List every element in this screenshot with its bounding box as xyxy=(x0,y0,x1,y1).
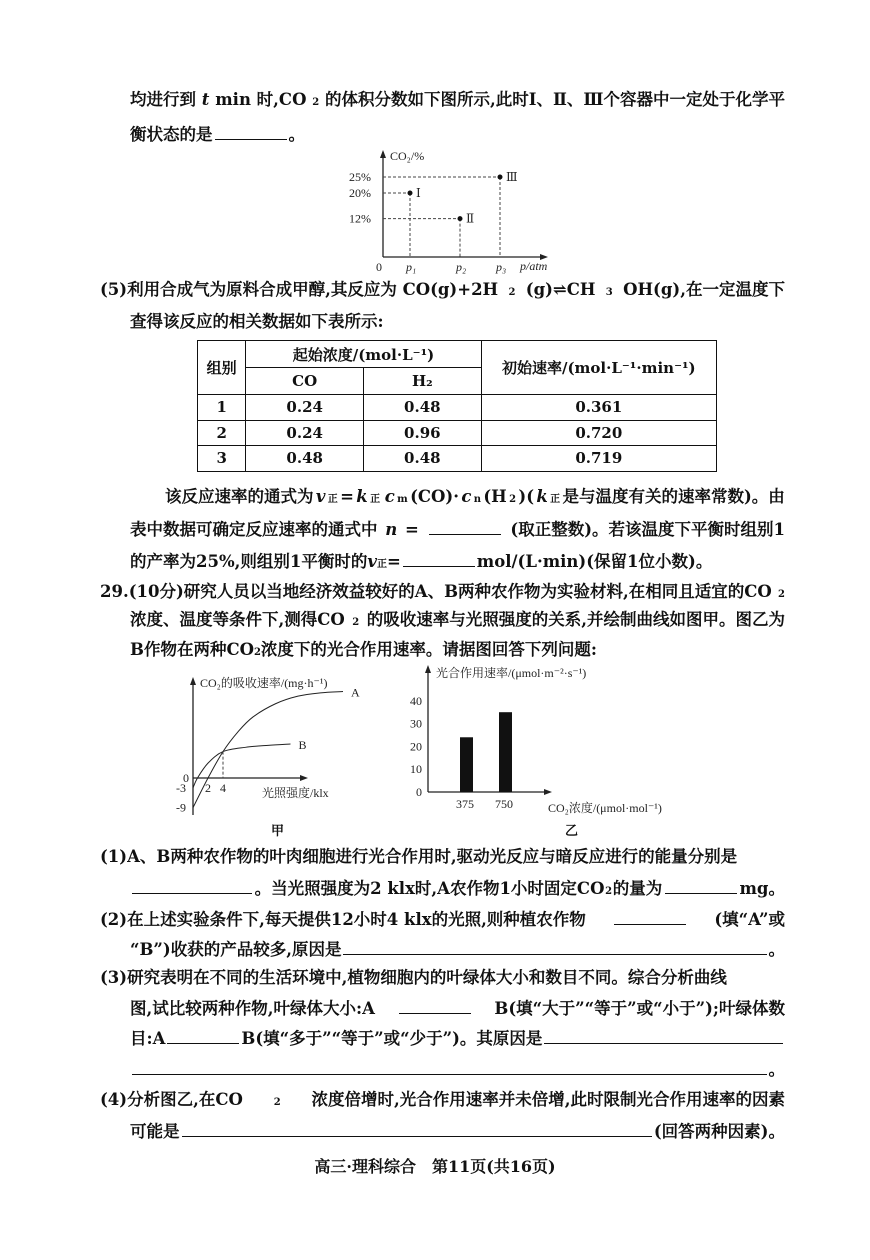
table-cell: 1 xyxy=(198,395,246,421)
arrow-icon xyxy=(425,665,431,673)
y-tick-label: 0 xyxy=(416,785,422,799)
text: 衡状态的是 xyxy=(130,125,213,144)
table-cell: 0.48 xyxy=(364,395,482,421)
x-tick-label: 4 xyxy=(220,781,226,795)
x-axis-label: p/atm xyxy=(520,259,548,273)
x-tick-label: 750 xyxy=(495,797,513,811)
text: (3)研究表明在不同的生活环境中,植物细胞内的叶绿体大小和数目不同。综合分析曲线 xyxy=(100,968,727,987)
x-tick-label: p₂ xyxy=(456,260,467,274)
text: )( xyxy=(518,487,535,506)
header-co: CO xyxy=(246,368,364,395)
text: B(填“多于”“等于”或“少于”)。其原因是 xyxy=(241,1029,543,1048)
text: “B”)收获的产品较多,原因是 xyxy=(130,940,342,959)
text: (取正整数)。若该温度下平衡时组别1 xyxy=(510,520,785,539)
text: B(填“大于”“等于”或“小于”);叶绿体数 xyxy=(494,999,785,1018)
variable: c xyxy=(384,487,395,506)
table-cell: 0.361 xyxy=(481,395,716,421)
y-axis-label: 光合作用速率/(μmol·m⁻²·s⁻¹) xyxy=(436,666,587,680)
x-tick-label: 375 xyxy=(456,797,474,811)
text: (回答两种因素)。 xyxy=(653,1122,785,1141)
text: = xyxy=(340,487,354,506)
text: min 时,CO xyxy=(215,90,307,109)
text: 。 xyxy=(288,125,305,144)
y-tick-label: 20 xyxy=(410,739,422,754)
text: mg。 xyxy=(739,879,785,898)
text-line: B作物在两种CO 2 浓度下的光合作用速率。请据图回答下列问题: xyxy=(130,638,597,662)
text: = xyxy=(386,552,401,571)
x-tick-label: p₃ xyxy=(496,260,507,274)
arrow-icon xyxy=(544,789,552,795)
text: = xyxy=(405,520,419,539)
text: B作物在两种CO xyxy=(130,640,254,659)
y-tick-label: 12% xyxy=(349,211,371,226)
point-label: Ⅲ xyxy=(506,170,518,184)
text: 浓度、温度等条件下,测得CO xyxy=(130,610,345,629)
figure-jia-caption: 甲 xyxy=(271,824,285,839)
text: 。当光照强度为2 klx时,A农作物1小时固定CO xyxy=(254,879,605,898)
variable: t xyxy=(201,90,210,109)
text: mol/(L·min)(保留1位小数)。 xyxy=(476,552,713,571)
text-line: 29.(10分)研究人员以当地经济效益较好的A、B两种农作物为实验材料,在相同且适宜的CO 2 xyxy=(100,580,785,604)
text: 可能是 xyxy=(130,1122,180,1141)
y-tick-label: -3 xyxy=(176,780,186,795)
header-initial-concentration: 起始浓度/(mol·L⁻¹) xyxy=(246,341,481,368)
variable: c xyxy=(461,487,472,506)
text: (5)利用合成气为原料合成甲醇,其反应为 CO(g)+2H xyxy=(100,280,499,299)
text: 图,试比较两种作物,叶绿体大小:A xyxy=(130,999,375,1018)
text-line: (5)利用合成气为原料合成甲醇,其反应为 CO(g)+2H 2 (g)⇌CH 3 OH(g),在一定温度下 xyxy=(100,278,785,302)
text: 的体积分数如下图所示,此时Ⅰ、Ⅱ、Ⅲ个容器中一定处于化学平 xyxy=(325,90,785,109)
text: (1)A、B两种农作物的叶肉细胞进行光合作用时,驱动光反应与暗反应进行的能量分别是 xyxy=(100,847,738,866)
text: (填“A”或 xyxy=(714,910,785,929)
text: 的产率为25%,则组别1平衡时的 xyxy=(130,552,368,571)
text: 该反应速率的通式为 xyxy=(165,487,314,506)
text: 。 xyxy=(768,940,785,959)
text-line: 。当光照强度为2 klx时,A农作物1小时固定CO 2 的量为 mg。 xyxy=(130,875,785,899)
text: 29.(10分)研究人员以当地经济效益较好的A、B两种农作物为实验材料,在相同且适宜的CO xyxy=(100,582,772,601)
page-footer: 高三·理科综合 第11页(共16页) xyxy=(314,1157,556,1176)
text: (CO)· xyxy=(410,487,459,506)
bar xyxy=(460,737,473,792)
text: 。 xyxy=(768,1060,785,1079)
series-label: B xyxy=(298,738,307,753)
table-cell: 0.720 xyxy=(481,420,716,446)
text: 浓度下的光合作用速率。请据图回答下列问题: xyxy=(260,640,598,659)
text: OH(g),在一定温度下 xyxy=(623,280,785,299)
table-cell: 3 xyxy=(198,446,246,472)
figure-yi-caption: 乙 xyxy=(565,824,579,839)
data-point xyxy=(458,216,463,221)
text: 的量为 xyxy=(612,879,663,898)
text: (4)分析图乙,在CO xyxy=(100,1090,243,1109)
variable: v xyxy=(315,487,326,506)
text: 查得该反应的相关数据如下表所示: xyxy=(130,312,384,331)
y-tick-label: 25% xyxy=(349,170,371,184)
header-h2: H₂ xyxy=(364,368,482,395)
text-line: 的产率为25%,则组别1平衡时的 v 正 = mol/(L·min)(保留1位小数)。 xyxy=(130,548,712,572)
text: 目:A xyxy=(130,1029,166,1048)
y-tick-label: 10 xyxy=(410,762,422,777)
text-line: (4)分析图乙,在CO 2 浓度倍增时,光合作用速率并未倍增,此时限制光合作用速率的因素 xyxy=(100,1088,785,1112)
text: 是与温度有关的速率常数)。由 xyxy=(562,487,785,506)
variable: k xyxy=(536,487,548,506)
header-initial-rate: 初始速率/(mol·L⁻¹·min⁻¹) xyxy=(481,341,716,395)
variable: n xyxy=(385,520,398,539)
table-cell: 0.719 xyxy=(481,446,716,472)
data-point xyxy=(408,191,413,196)
x-tick-label: 2 xyxy=(205,781,211,795)
text: 的吸收速率与光照强度的关系,并绘制曲线如图甲。图乙为 xyxy=(366,610,785,629)
text: 均进行到 xyxy=(130,90,196,109)
y-axis-label: CO₂的吸收速率/(mg·h⁻¹) xyxy=(200,676,328,690)
data-point xyxy=(498,175,503,180)
table-cell: 0.48 xyxy=(364,446,482,472)
y-tick-label: 30 xyxy=(410,716,422,731)
text: 表中数据可确定反应速率的通式中 xyxy=(130,520,378,539)
text: (H xyxy=(483,487,507,506)
y-axis-label: CO₂/% xyxy=(390,149,425,163)
header-group: 组别 xyxy=(198,341,246,395)
text-line: 均进行到 t min 时,CO 2 的体积分数如下图所示,此时Ⅰ、Ⅱ、Ⅲ个容器中一定处于化学平 xyxy=(130,88,785,112)
text-line: 浓度、温度等条件下,测得CO 2 的吸收速率与光照强度的关系,并绘制曲线如图甲。图乙为 xyxy=(130,608,785,632)
table-cell: 2 xyxy=(198,420,246,446)
arrow-icon xyxy=(380,150,386,158)
y-tick-label: 0 xyxy=(183,771,189,785)
arrow-icon xyxy=(300,775,308,781)
text-line: 该反应速率的通式为 v 正 = k 正 c m (CO)· c n (H 2 )( k 正 是与温度有关的速率常数)。由 xyxy=(165,485,785,509)
point-label: Ⅰ xyxy=(416,186,421,200)
table-cell: 0.24 xyxy=(246,395,364,421)
bar xyxy=(499,712,512,792)
text: (2)在上述实验条件下,每天提供12小时4 klx的光照,则种植农作物 xyxy=(100,910,586,929)
x-tick-label: p₁ xyxy=(406,260,417,274)
y-tick-label: -9 xyxy=(176,800,186,815)
variable: v xyxy=(367,552,377,571)
table-cell: 0.48 xyxy=(246,446,364,472)
arrow-icon xyxy=(190,677,196,685)
y-tick-label: 20% xyxy=(349,186,371,200)
x-axis-label: 光照强度/klx xyxy=(262,786,329,800)
text: 浓度倍增时,光合作用速率并未倍增,此时限制光合作用速率的因素 xyxy=(311,1090,785,1109)
origin-label: 0 xyxy=(376,260,382,274)
variable: k xyxy=(356,487,368,506)
table-cell: 0.24 xyxy=(246,420,364,446)
x-axis-label: CO₂浓度/(μmol·mol⁻¹) xyxy=(548,801,662,815)
y-tick-label: 40 xyxy=(410,693,422,708)
point-label: Ⅱ xyxy=(466,211,475,226)
text: (g)⇌CH xyxy=(525,280,596,299)
table-cell: 0.96 xyxy=(364,420,482,446)
series-label: A xyxy=(351,685,360,700)
